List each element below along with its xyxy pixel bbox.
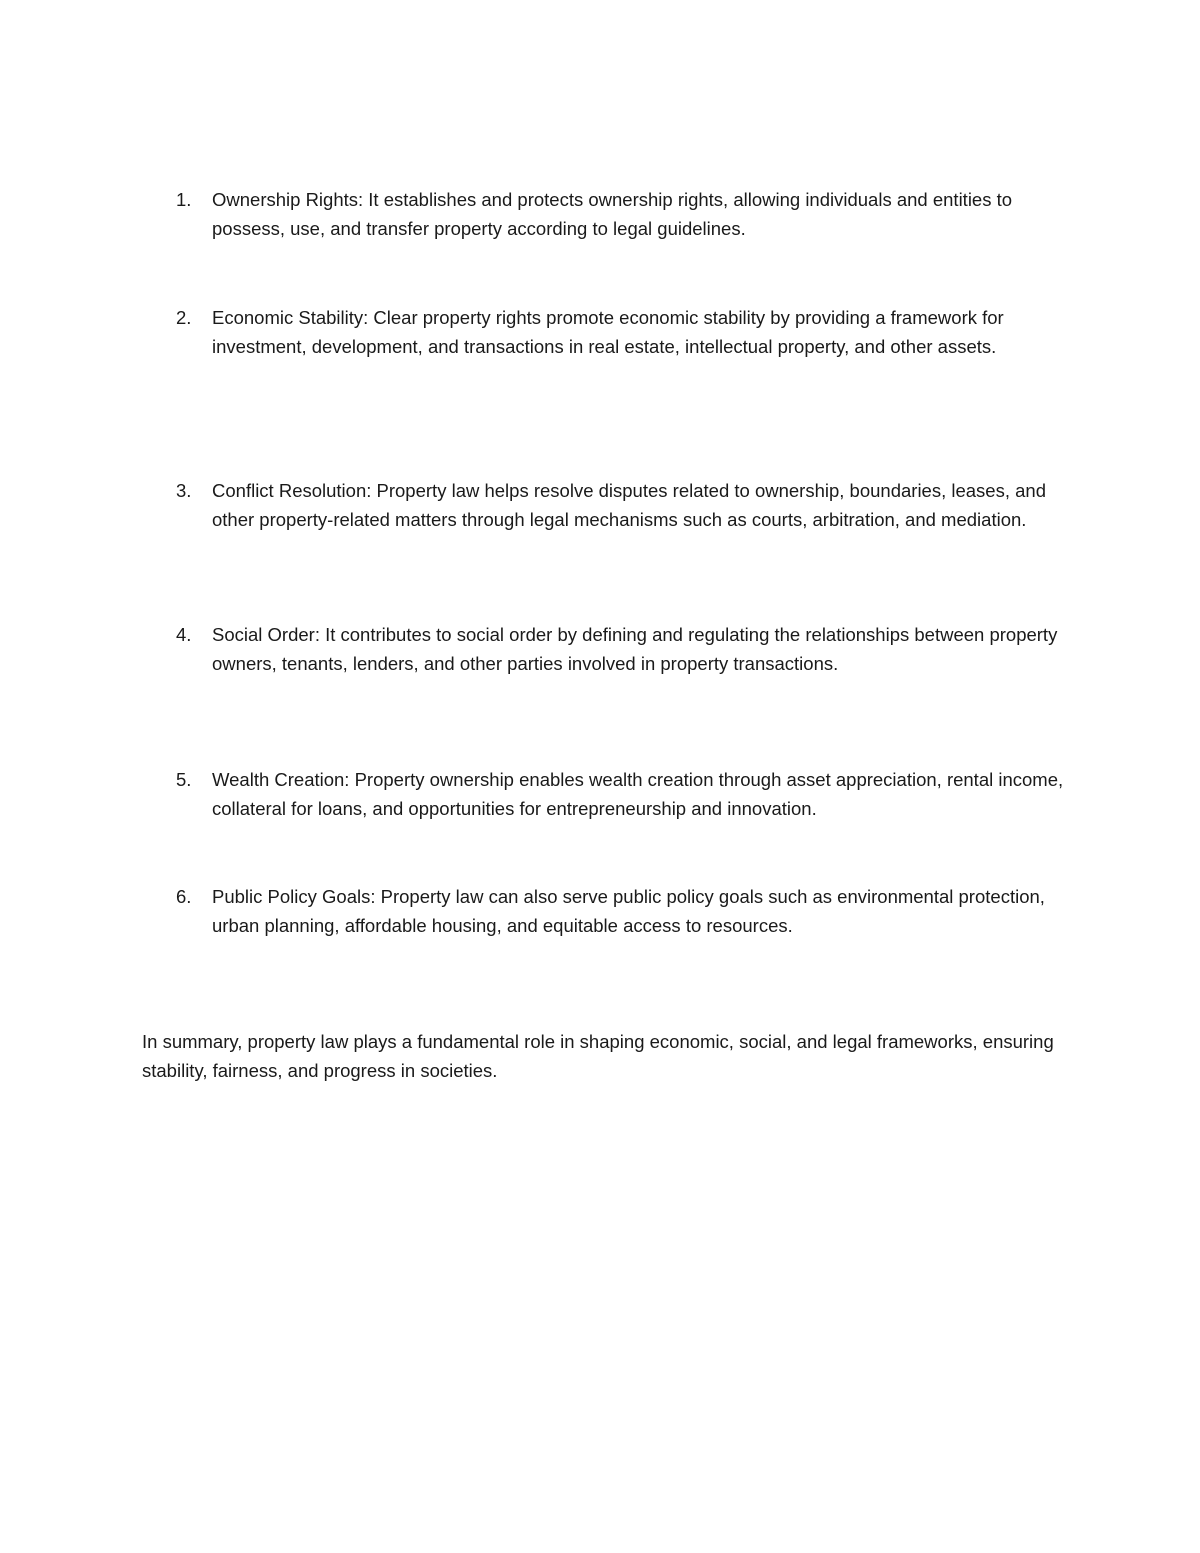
list-text: Ownership Rights: It establishes and protects ownership rights, allowing individuals and entities to possess, use, and transfer property according to legal guidelines.: [212, 189, 1013, 239]
list-item-social-order: [176, 620, 1066, 678]
list-number: 3.: [176, 480, 192, 501]
list-text: Wealth Creation: Property ownership enables wealth creation through asset appreciation, rental income, collateral for loans, and opportunities for entrepreneurship and innovation.: [212, 769, 1064, 819]
list-number: 5.: [176, 769, 192, 790]
list-number: 1.: [176, 189, 192, 210]
list-item-public-policy-goals: [176, 882, 1066, 940]
list-item-wealth-creation: [176, 765, 1066, 823]
summary-paragraph: In summary, property law plays a fundamental role in shaping economic, social, and legal frameworks, ensuring stability, fairness, and progress in societies.: [142, 1031, 1054, 1081]
list-item-economic-stability: [176, 303, 1066, 361]
list-text: Economic Stability: Clear property rights promote economic stability by providing a framework for investment, development, and transactions in real estate, intellectual property, and other assets.: [212, 307, 1004, 357]
list-number: 4.: [176, 624, 192, 645]
list-text: Conflict Resolution: Property law helps resolve disputes related to ownership, boundaries, leases, and other property-related matters through legal mechanisms such as courts, arbitration, and mediation.: [212, 480, 1046, 530]
list-text: Social Order: It contributes to social order by defining and regulating the relationships between property owners, tenants, lenders, and other parties involved in property transactions.: [212, 624, 1058, 674]
list-item-conflict-resolution: [176, 476, 1066, 534]
list-text: Public Policy Goals: Property law can also serve public policy goals such as environmental protection, urban planning, affordable housing, and equitable access to resources.: [212, 886, 1045, 936]
list-number: 6.: [176, 886, 192, 907]
list-number: 2.: [176, 307, 192, 328]
list-item-ownership-rights: [176, 185, 1066, 243]
